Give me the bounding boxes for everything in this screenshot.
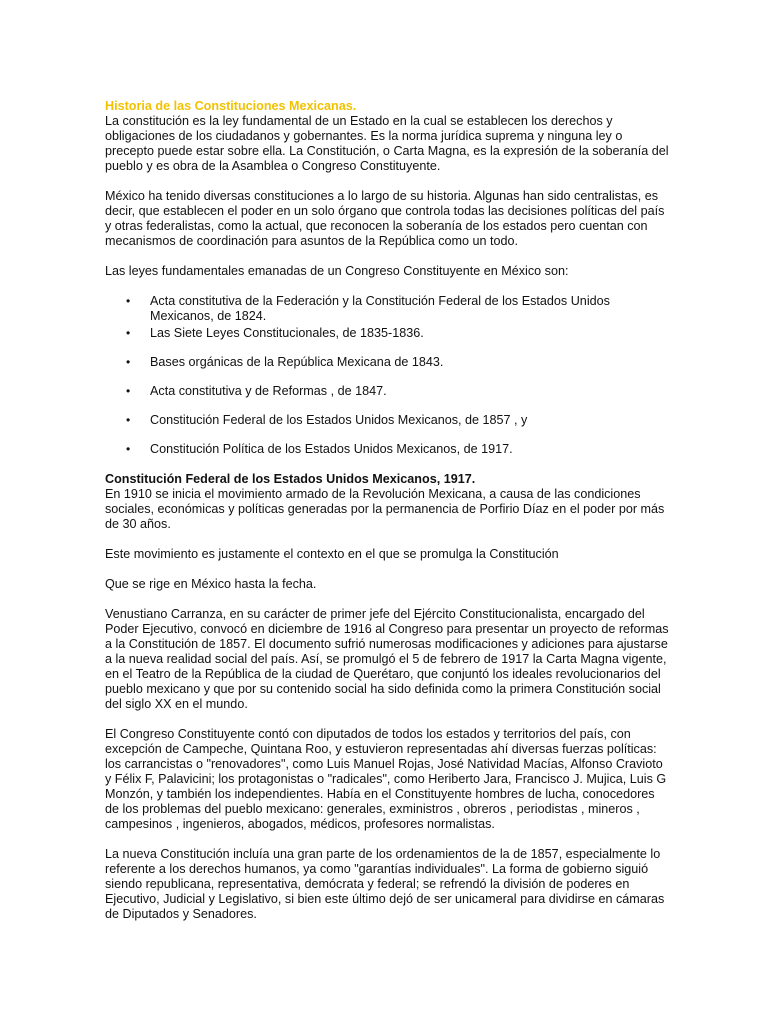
bullet-icon: • <box>126 442 131 456</box>
list-item-text: Acta constitutiva y de Reformas , de 1847. <box>150 384 387 398</box>
list-item <box>105 442 670 457</box>
list-item-text: Las Siete Leyes Constitucionales, de 1835-1836. <box>150 326 424 340</box>
list-item <box>105 384 670 399</box>
section-paragraph-3: Que se rige en México hasta la fecha. <box>105 577 317 591</box>
document-page <box>105 99 670 922</box>
intro-paragraph-2: México ha tenido diversas constituciones a lo largo de su historia. Algunas han sido centralistas, es decir, que establecen el poder en un solo órgano que controla todas las decisiones políticas del país y otras federalistas, como la actual, que reconocen la soberanía de los estados pero cuentan con mecanismos de coordinación para asuntos de la República como un todo. <box>105 189 665 248</box>
list-item <box>105 294 670 324</box>
bullet-icon: • <box>126 294 131 308</box>
list-item <box>105 413 670 428</box>
law-list <box>105 294 670 457</box>
bullet-icon: • <box>126 384 131 398</box>
list-item <box>105 355 670 370</box>
intro-paragraph-3: Las leyes fundamentales emanadas de un Congreso Constituyente en México son: <box>105 264 569 278</box>
section-paragraph-4: Venustiano Carranza, en su carácter de primer jefe del Ejército Constitucionalista, encargado del Poder Ejecutivo, convocó en diciembre de 1916 al Congreso para presentar un proyecto de reformas a la Constitución de 1857. El documento sufrió numerosas modificaciones y adiciones para ajustarse a la nueva realidad social del país. Así, se promulgó el 5 de febrero de 1917 la Carta Magna vigente, en el Teatro de la República de la ciudad de Querétaro, que conjuntó los ideales revolucionarios del pueblo mexicano y que por su contenido social ha sido definida como la primera Constitución social del siglo XX en el mundo. <box>105 607 669 711</box>
section-paragraph-1: En 1910 se inicia el movimiento armado de la Revolución Mexicana, a causa de las condiciones sociales, económicas y políticas generadas por la permanencia de Porfirio Díaz en el poder por más de 30 años. <box>105 487 665 531</box>
document-title: Historia de las Constituciones Mexicanas. <box>105 99 357 113</box>
list-item-text: Constitución Federal de los Estados Unidos Mexicanos, de 1857 , y <box>150 413 528 427</box>
section-paragraph-2: Este movimiento es justamente el contexto en el que se promulga la Constitución <box>105 547 559 561</box>
section-paragraph-6: La nueva Constitución incluía una gran parte de los ordenamientos de la de 1857, especialmente lo referente a los derechos humanos, ya como "garantías individuales". La forma de gobierno siguió siendo republicana, representativa, demócrata y federal; se refrendó la división de poderes en Ejecutivo, Judicial y Legislativo, si bien este último dejó de ser unicameral para dividirse en cámaras de Diputados y Senadores. <box>105 847 665 921</box>
list-item-text: Bases orgánicas de la República Mexicana de 1843. <box>150 355 444 369</box>
list-item <box>105 326 670 341</box>
bullet-icon: • <box>126 355 131 369</box>
section-title: Constitución Federal de los Estados Unidos Mexicanos, 1917. <box>105 472 476 486</box>
bullet-icon: • <box>126 326 131 340</box>
list-item-text: Constitución Política de los Estados Unidos Mexicanos, de 1917. <box>150 442 513 456</box>
list-item-text: Acta constitutiva de la Federación y la Constitución Federal de los Estados Unidos Mexicanos, de 1824. <box>150 294 610 323</box>
bullet-icon: • <box>126 413 131 427</box>
intro-paragraph-1: La constitución es la ley fundamental de un Estado en la cual se establecen los derechos y obligaciones de los ciudadanos y gobernantes. Es la norma jurídica suprema y ninguna ley o precepto puede estar sobre ella. La Constitución, o Carta Magna, es la expresión de la soberanía del pueblo y es obra de la Asamblea o Congreso Constituyente. <box>105 114 669 173</box>
section-paragraph-5: El Congreso Constituyente contó con diputados de todos los estados y territorios del país, con excepción de Campeche, Quintana Roo, y estuvieron representadas ahí diversas fuerzas políticas: los carrancistas o "renovadores", como Luis Manuel Rojas, José Natividad Macías, Alfonso Cravioto y Félix F, Palavicini; los protagonistas o "radicales", como Heriberto Jara, Francisco J. Mujica, Luis G Monzón, y también los independientes. Había en el Constituyente hombres de lucha, conocedores de los problemas del pueblo mexicano: generales, exministros , obreros , periodistas , mineros , campesinos , ingenieros, abogados, médicos, profesores normalistas. <box>105 727 667 831</box>
